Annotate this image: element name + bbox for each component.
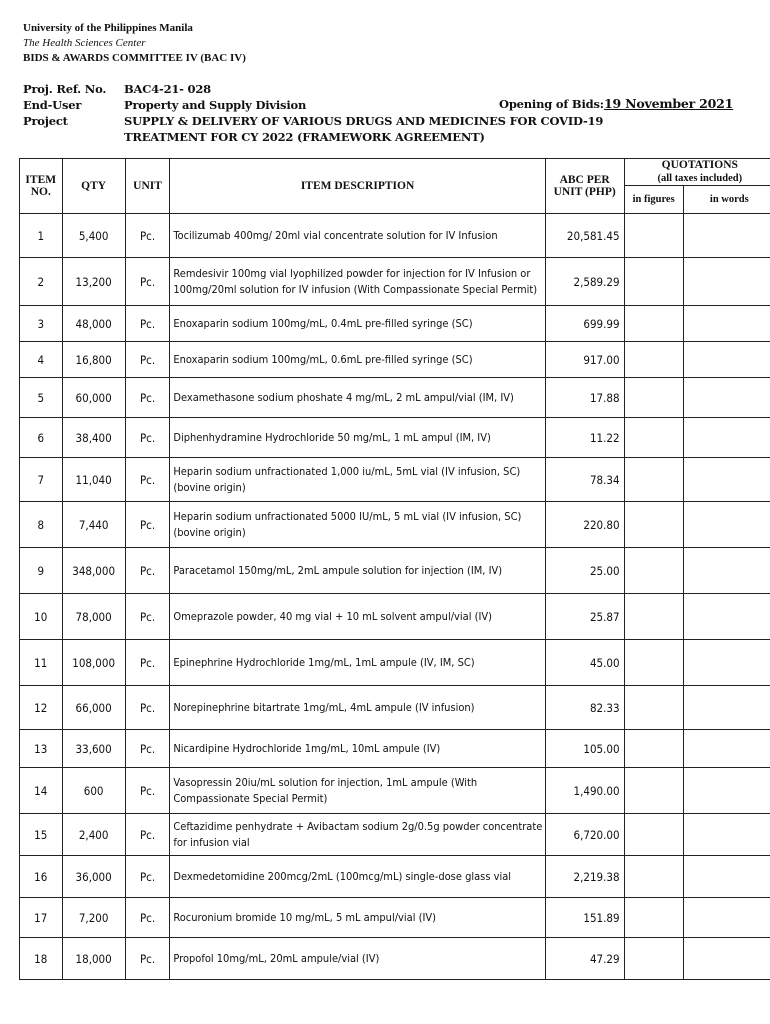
- table-row: [20, 214, 770, 258]
- center-name: The Health Sciences Center: [23, 37, 146, 49]
- description-cell: Vasopressin 20iu/mL solution for injection, 1mL ampule (With Compassionate Special Permit): [170, 768, 545, 814]
- item-no-cell: 7: [20, 458, 63, 502]
- in-figures-cell[interactable]: [624, 214, 683, 258]
- qty-cell: 18,000: [62, 938, 125, 980]
- project-line-1: SUPPLY & DELIVERY OF VARIOUS DRUGS AND MEDICINES FOR COVID-19: [124, 114, 604, 128]
- qty-cell: 33,600: [62, 730, 125, 768]
- qty-cell: 108,000: [62, 640, 125, 686]
- item-no-cell: 4: [20, 342, 63, 378]
- abc-cell: 47.29: [545, 938, 624, 980]
- project-label: Project: [23, 114, 68, 128]
- in-figures-cell[interactable]: [624, 342, 683, 378]
- in-words-cell[interactable]: [683, 548, 770, 594]
- qty-cell: 5,400: [62, 214, 125, 258]
- item-no-cell: 8: [20, 502, 63, 548]
- in-words-cell[interactable]: [683, 640, 770, 686]
- in-figures-cell[interactable]: [624, 502, 683, 548]
- item-no-cell: 11: [20, 640, 63, 686]
- in-words-cell[interactable]: [683, 594, 770, 640]
- item-no-cell: 12: [20, 686, 63, 730]
- end-user-value: Property and Supply Division: [124, 98, 307, 112]
- in-words-cell[interactable]: [683, 418, 770, 458]
- unit-cell: Pc.: [125, 730, 170, 768]
- table-row: [20, 548, 770, 594]
- in-figures-cell[interactable]: [624, 378, 683, 418]
- abc-cell: 220.80: [545, 502, 624, 548]
- qty-cell: 7,200: [62, 898, 125, 938]
- qty-cell: 7,440: [62, 502, 125, 548]
- item-no-cell: 15: [20, 814, 63, 856]
- unit-cell: Pc.: [125, 814, 170, 856]
- item-no-cell: 5: [20, 378, 63, 418]
- description-cell: Dexmedetomidine 200mcg/2mL (100mcg/mL) single-dose glass vial: [170, 856, 545, 898]
- table-row: [20, 768, 770, 814]
- qty-cell: 60,000: [62, 378, 125, 418]
- abc-cell: 151.89: [545, 898, 624, 938]
- unit-cell: Pc.: [125, 458, 170, 502]
- description-cell: Ceftazidime penhydrate + Avibactam sodium 2g/0.5g powder concentrate for infusion vial: [170, 814, 545, 856]
- qty-cell: 2,400: [62, 814, 125, 856]
- abc-cell: 6,720.00: [545, 814, 624, 856]
- unit-cell: Pc.: [125, 594, 170, 640]
- in-words-cell[interactable]: [683, 898, 770, 938]
- abc-cell: 2,219.38: [545, 856, 624, 898]
- item-no-cell: 18: [20, 938, 63, 980]
- in-figures-cell[interactable]: [624, 594, 683, 640]
- in-words-cell[interactable]: [683, 342, 770, 378]
- in-figures-cell[interactable]: [624, 306, 683, 342]
- table-row: [20, 640, 770, 686]
- table-row: [20, 686, 770, 730]
- proj-ref-label: Proj. Ref. No.: [23, 82, 107, 96]
- opening-of-bids-date: 19 November 2021: [604, 96, 734, 111]
- qty-cell: 66,000: [62, 686, 125, 730]
- in-figures-cell[interactable]: [624, 418, 683, 458]
- in-figures-cell[interactable]: [624, 258, 683, 306]
- items-table: [19, 158, 770, 980]
- description-cell: Heparin sodium unfractionated 5000 IU/mL, 5 mL vial (IV infusion, SC) (bovine origin): [170, 502, 545, 548]
- in-words-cell[interactable]: [683, 768, 770, 814]
- item-no-cell: 13: [20, 730, 63, 768]
- abc-cell: 17.88: [545, 378, 624, 418]
- in-words-cell[interactable]: [683, 686, 770, 730]
- table-row: [20, 306, 770, 342]
- abc-cell: 917.00: [545, 342, 624, 378]
- item-no-cell: 10: [20, 594, 63, 640]
- unit-cell: Pc.: [125, 378, 170, 418]
- table-row: [20, 458, 770, 502]
- table-row: [20, 594, 770, 640]
- item-no-cell: 2: [20, 258, 63, 306]
- in-figures-cell[interactable]: [624, 856, 683, 898]
- item-no-cell: 1: [20, 214, 63, 258]
- in-figures-cell[interactable]: [624, 768, 683, 814]
- item-no-cell: 16: [20, 856, 63, 898]
- in-words-cell[interactable]: [683, 502, 770, 548]
- in-figures-cell[interactable]: [624, 814, 683, 856]
- item-no-cell: 9: [20, 548, 63, 594]
- unit-cell: Pc.: [125, 548, 170, 594]
- unit-cell: Pc.: [125, 214, 170, 258]
- header-qty: QTY: [62, 159, 125, 214]
- qty-cell: 600: [62, 768, 125, 814]
- header-abc-per-unit: ABC PER UNIT (PHP): [545, 159, 624, 214]
- unit-cell: Pc.: [125, 640, 170, 686]
- unit-cell: Pc.: [125, 768, 170, 814]
- end-user-label: End-User: [23, 98, 82, 112]
- project-line-2: TREATMENT FOR CY 2022 (FRAMEWORK AGREEMENT): [124, 130, 485, 144]
- in-figures-cell[interactable]: [624, 548, 683, 594]
- qty-cell: 348,000: [62, 548, 125, 594]
- in-figures-cell[interactable]: [624, 458, 683, 502]
- description-cell: Remdesivir 100mg vial lyophilized powder for injection for IV Infusion or 100mg/20ml solution for IV infusion (With Compassionate Special Permit): [170, 258, 545, 306]
- unit-cell: Pc.: [125, 306, 170, 342]
- description-cell: Nicardipine Hydrochloride 1mg/mL, 10mL ampule (IV): [170, 730, 545, 768]
- table-row: [20, 898, 770, 938]
- abc-cell: 1,490.00: [545, 768, 624, 814]
- header-unit: UNIT: [125, 159, 170, 214]
- description-cell: Diphenhydramine Hydrochloride 50 mg/mL, 1 mL ampul (IM, IV): [170, 418, 545, 458]
- in-words-cell[interactable]: [683, 938, 770, 980]
- unit-cell: Pc.: [125, 502, 170, 548]
- description-cell: Enoxaparin sodium 100mg/mL, 0.6mL pre-filled syringe (SC): [170, 342, 545, 378]
- in-words-cell[interactable]: [683, 214, 770, 258]
- unit-cell: Pc.: [125, 418, 170, 458]
- abc-cell: 699.99: [545, 306, 624, 342]
- description-cell: Omeprazole powder, 40 mg vial + 10 mL solvent ampul/vial (IV): [170, 594, 545, 640]
- in-words-cell[interactable]: [683, 378, 770, 418]
- item-no-cell: 6: [20, 418, 63, 458]
- abc-cell: 25.00: [545, 548, 624, 594]
- in-words-cell[interactable]: [683, 814, 770, 856]
- proj-ref-value: BAC4-21- 028: [124, 82, 211, 96]
- item-no-cell: 17: [20, 898, 63, 938]
- opening-of-bids-label: Opening of Bids:: [499, 97, 604, 111]
- qty-cell: 13,200: [62, 258, 125, 306]
- item-no-cell: 3: [20, 306, 63, 342]
- table-row: [20, 814, 770, 856]
- qty-cell: 36,000: [62, 856, 125, 898]
- in-figures-cell[interactable]: [624, 938, 683, 980]
- in-words-cell[interactable]: [683, 306, 770, 342]
- table-row: [20, 502, 770, 548]
- university-name: University of the Philippines Manila: [23, 22, 193, 34]
- abc-cell: 78.34: [545, 458, 624, 502]
- in-words-cell[interactable]: [683, 856, 770, 898]
- table-row: [20, 378, 770, 418]
- table-row: [20, 938, 770, 980]
- description-cell: Tocilizumab 400mg/ 20ml vial concentrate solution for IV Infusion: [170, 214, 545, 258]
- unit-cell: Pc.: [125, 686, 170, 730]
- description-cell: Rocuronium bromide 10 mg/mL, 5 mL ampul/vial (IV): [170, 898, 545, 938]
- description-cell: Heparin sodium unfractionated 1,000 iu/mL, 5mL vial (IV infusion, SC) (bovine origin): [170, 458, 545, 502]
- qty-cell: 38,400: [62, 418, 125, 458]
- abc-cell: 105.00: [545, 730, 624, 768]
- table-row: [20, 258, 770, 306]
- table-row: [20, 418, 770, 458]
- abc-cell: 2,589.29: [545, 258, 624, 306]
- description-cell: Norepinephrine bitartrate 1mg/mL, 4mL ampule (IV infusion): [170, 686, 545, 730]
- table-row: [20, 342, 770, 378]
- unit-cell: Pc.: [125, 258, 170, 306]
- committee-name: BIDS & AWARDS COMMITTEE IV (BAC IV): [23, 52, 246, 64]
- header-in-words: in words: [683, 186, 770, 214]
- abc-cell: 11.22: [545, 418, 624, 458]
- description-cell: Dexamethasone sodium phoshate 4 mg/mL, 2 mL ampul/vial (IM, IV): [170, 378, 545, 418]
- unit-cell: Pc.: [125, 342, 170, 378]
- qty-cell: 48,000: [62, 306, 125, 342]
- description-cell: Enoxaparin sodium 100mg/mL, 0.4mL pre-filled syringe (SC): [170, 306, 545, 342]
- header-in-figures: in figures: [624, 186, 683, 214]
- unit-cell: Pc.: [125, 938, 170, 980]
- in-figures-cell[interactable]: [624, 730, 683, 768]
- abc-cell: 45.00: [545, 640, 624, 686]
- in-figures-cell[interactable]: [624, 640, 683, 686]
- header-item-no: ITEM NO.: [20, 159, 63, 214]
- in-figures-cell[interactable]: [624, 686, 683, 730]
- description-cell: Paracetamol 150mg/mL, 2mL ampule solution for injection (IM, IV): [170, 548, 545, 594]
- abc-cell: 82.33: [545, 686, 624, 730]
- unit-cell: Pc.: [125, 856, 170, 898]
- header-quotations: QUOTATIONS (all taxes included): [624, 159, 770, 186]
- item-no-cell: 14: [20, 768, 63, 814]
- table-row: [20, 730, 770, 768]
- description-cell: Propofol 10mg/mL, 20mL ampule/vial (IV): [170, 938, 545, 980]
- qty-cell: 16,800: [62, 342, 125, 378]
- in-words-cell[interactable]: [683, 730, 770, 768]
- in-words-cell[interactable]: [683, 458, 770, 502]
- unit-cell: Pc.: [125, 898, 170, 938]
- description-cell: Epinephrine Hydrochloride 1mg/mL, 1mL ampule (IV, IM, SC): [170, 640, 545, 686]
- qty-cell: 11,040: [62, 458, 125, 502]
- abc-cell: 20,581.45: [545, 214, 624, 258]
- header-item-description: ITEM DESCRIPTION: [170, 159, 545, 214]
- abc-cell: 25.87: [545, 594, 624, 640]
- in-figures-cell[interactable]: [624, 898, 683, 938]
- in-words-cell[interactable]: [683, 258, 770, 306]
- qty-cell: 78,000: [62, 594, 125, 640]
- table-row: [20, 856, 770, 898]
